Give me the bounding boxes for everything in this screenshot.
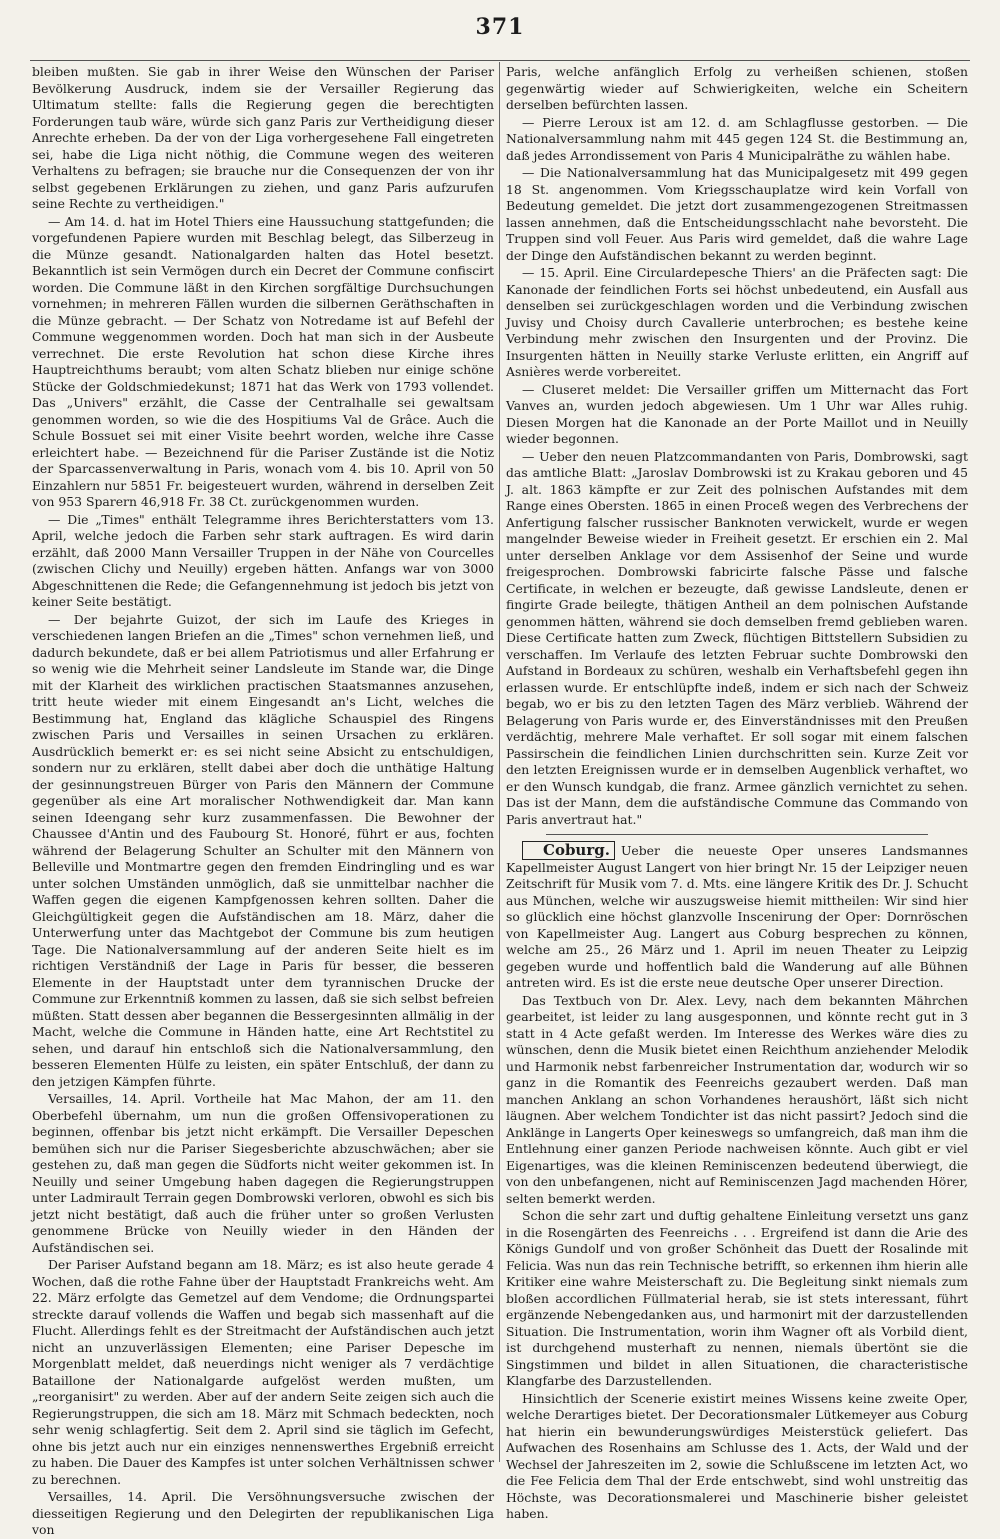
paragraph: Schon die sehr zart und duftig gehaltene Einleitung versetzt uns ganz in die Rosengärten des Feenreichs . . . Ergreifend ist dann die Arie des Königs Gundolf und von großer Schönheit das Duett der Rosalinde mit Felicia. Was nun das rein Technische betrifft, so erkennen ihm hierin alle Kritiker eine wahre Meisterschaft zu. Die Begleitung sinkt niemals zum bloßen accordlichen Füllmaterial herab, sie ist stets interessant, führt ergänzende Nebengedanken aus, und harmonirt mit der darzustellenden Situation. Die Instrumentation, worin ihm Wagner oft als Vorbild dient, ist durchgehend musterhaft zu nennen, niemals übertönt sie die Singstimmen und bildet in allen Situationen, die characteristische Klangfarbe des Darzustellenden. <box>506 1208 968 1388</box>
paragraph: — 15. April. Eine Circulardepesche Thiers' an die Präfecten sagt: Die Kanonade der feindlichen Forts sei höchst unbedeutend, ein Ausfall aus denselben sei zurückgeschlagen worden und die Verbindung zwischen Juvisy und Choisy durch Cavallerie unterbrochen; es bestehe keine Verbindung mehr zwischen den Insurgenten und der Provinz. Die Insurgenten hätten in Neuilly starke Verluste erlitten, ein Angriff auf Asnières werde vorbereitet. <box>506 265 968 379</box>
paragraph: Versailles, 14. April. Vortheile hat Mac Mahon, der am 11. den Oberbefehl übernahm, um nun die großen Offensivoperationen zu beginnen, offenbar bis jetzt nicht erkämpft. Die Versailler Depeschen bemühen sich nur die Pariser Siegesberichte abzuschwächen; aber sie gestehen zu, daß man gegen die Südforts nicht weiter gekommen ist. In Neuilly und seiner Umgebung haben dagegen die Regierungstruppen unter Ladmirault Terrain gegen Dombrowski verloren, obwohl es sich bis jetzt nicht bestätigt, daß auch die früher unter so großen Verlusten genommene Brücke von Neuilly wieder in den Händen der Aufständischen sei. <box>32 1091 494 1255</box>
paragraph: Versailles, 14. April. Die Versöhnungsversuche zwischen der diesseitigen Regierung und den Delegirten der republikanischen Liga von <box>32 1489 494 1537</box>
paragraph: — Pierre Leroux ist am 12. d. am Schlagflusse gestorben. — Die Nationalversammlung nahm mit 445 gegen 124 St. die Bestimmung an, daß jedes Arrondissement von Paris 4 Municipalräthe zu wählen habe. <box>506 114 968 163</box>
paragraph: — Der bejahrte Guizot, der sich im Laufe des Krieges in verschiedenen langen Briefen an die „Times" schon vernehmen ließ, und dadurch bekundete, daß er bei allem Patriotismus und aller Erfahrung er so wenig wie die Mehrheit seiner Landsleute im Stande war, die Dinge mit der Klarheit des wirklichen practischen Staatsmannes anzusehen, tritt heute wieder mit einem Eingesandt an's Licht, welches die Bestimmung hat, England das klägliche Schauspiel des Ringens zwischen Paris und Versailles in seinen Ursachen zu erklären. Ausdrücklich bemerkt er: es sei nicht seine Absicht zu entschuldigen, sondern nur zu erklären, stellt dabei aber doch die unthätige Haltung der gesinnungstreuen Bürger von Paris den Männern der Commune gegenüber als eine Art moralischer Nothwendigkeit dar. Man kann seinen Ideengang sehr kurz zusammenfassen. Die Bewohner der Chaussee d'Antin und des Faubourg St. Honoré, führt er aus, fochten während der Belagerung Schulter an Schulter mit den Männern von Belleville und Montmartre gegen den fremden Eindringling und es war unter solchen Umständen unmöglich, daß sie unmittelbar nachher die Waffen gegen die eigenen Kampfgenossen kehren sollten. Daher die Gleichgültigkeit gegen die Aufständischen am 18. März, daher die Unterwerfung unter das Machtgebot der Commune bis zum heutigen Tage. Die Nationalversammlung auf der anderen Seite hielt es im richtigen Verständniß der Lage in Paris für besser, die besseren Elemente in der Hauptstadt unter dem tyrannischen Drucke der Commune zur Erkenntniß kommen zu lassen, daß sie sich selbst befreien müßten. Statt dessen aber begannen die Bessergesinnten allmälig in der Macht, welche die Commune in Händen hatte, eine Art Rechtstitel zu sehen, und darauf hin entschloß sich die Nationalversammlung, den besseren Elementen Hülfe zu leisten, ein später Entschluß, der dann zu den jetzigen Kämpfen führte. <box>32 611 494 1089</box>
page-number: 371 <box>475 14 525 40</box>
paragraph: bleiben mußten. Sie gab in ihrer Weise den Wünschen der Pariser Bevölkerung Ausdruck, indem sie der Versailler Regierung das Ultimatum stellte: falls die Regierung gegen die berechtigten Forderungen taub wäre, würde sich ganz Paris zur Vertheidigung dieser Anrechte erheben. Da der von der Liga vorhergesehene Fall eingetreten sei, habe die Liga nicht nöthig, die Commune wegen des weiteren Verhaltens zu befragen; sie brauche nur die Consequenzen der von ihr selbst gegebenen Erklärungen zu ziehen, und ganz Paris aufzurufen seine Rechte zu vertheidigen." <box>32 64 494 211</box>
paragraph: — Die Nationalversammlung hat das Municipalgesetz mit 499 gegen 18 St. angenommen. Vom Kriegsschauplatze wird kein Vorfall von Bedeutung gemeldet. Die jetzt dort zusammengezogenen Streitmassen lassen annehmen, daß die Entscheidungsschlacht nahe bevorsteht. Die Truppen sind voll Feuer. Aus Paris wird gemeldet, daß die wahre Lage der Dinge den Aufständischen bekannt zu werden beginnt. <box>506 165 968 263</box>
paragraph: — Cluseret meldet: Die Versailler griffen um Mitternacht das Fort Vanves an, wurden jedoch abgewiesen. Um 1 Uhr war Alles ruhig. Diesen Morgen hat die Kanonade an der Porte Maillot und in Neuilly wieder begonnen. <box>506 381 968 446</box>
coburg-article <box>506 841 968 992</box>
paragraph: Das Textbuch von Dr. Alex. Levy, nach dem bekannten Mährchen gearbeitet, ist leider zu lang ausgesponnen, und könnte recht gut in 3 statt in 4 Acte gefaßt werden. Im Interesse des Werkes wäre dies zu wünschen, denn die Musik bietet einen Reichthum anziehender Melodik und Harmonik nebst farbenreicher Instrumentation dar, wodurch wir so ganz in die Romantik des Feenreichs gezaubert werden. Daß man manchen Anklang an schon Vorhandenes heraushört, läßt sich nicht läugnen. Aber welchem Tondichter ist das nicht passirt? Jedoch sind die Anklänge in Langerts Oper keineswegs so umfangreich, daß man ihm die Entlehnung einer ganzen Periode nachweisen könnte. Auch gibt er viel Eigenartiges, was die kleinen Reminiscenzen bedeutend überwiegt, die von den unbefangenen, nicht auf Reminiscenzen Jagd machenden Hörer, selten bemerkt werden. <box>506 992 968 1206</box>
left-column <box>32 64 494 1537</box>
header-rule <box>30 60 970 61</box>
paragraph: — Ueber den neuen Platzcommandanten von Paris, Dombrowski, sagt das amtliche Blatt: „Jaroslav Dombrowski ist zu Krakau geboren und 45 J. alt. 1863 kämpfte er zur Zeit des polnischen Aufstandes mit dem Range eines Obersten. 1865 in einen Proceß wegen des Verbrechens der Anfertigung falscher russischer Banknoten verwickelt, wurde er wegen mangelnder Beweise wieder in Freiheit gesetzt. Er erschien ein 2. Mal unter derselben Anklage vor dem Assisenhof der Seine und wurde freigesprochen. Dombrowski fabricirte falsche Pässe und falsche Certificate, in welchen er bezeugte, daß gewisse Landsleute, denen er fingirte Grade beilegte, thätigen Antheil an dem polnischen Aufstande genommen hätten, während sie doch demselben fremd geblieben waren. Diese Certificate hatten zum Zweck, flüchtigen Bittstellern Subsidien zu verschaffen. Im Verlaufe des letzten Februar suchte Dombrowski den Aufstand in Bordeaux zu schüren, weshalb ein Verhaftsbefehl gegen ihn erlassen wurde. Er entschlüpfte indeß, indem er sich nach der Schweiz begab, wo er bis zu den letzten Tagen des März verblieb. Während der Belagerung von Paris wurde er, des Einverständnisses mit den Preußen verdächtig, mehrere Male verhaftet. Er soll sogar mit einem falschen Passirschein die feindlichen Linien durchschritten sein. Kurze Zeit vor den letzten Ereignissen wurde er in demselben Augenblick verhaftet, wo er den Wunsch kundgab, die franz. Armee gänzlich vernichtet zu sehen. Das ist der Mann, dem die aufständische Commune das Commando von Paris anvertraut hat." <box>506 448 968 827</box>
right-column <box>506 64 968 1521</box>
paragraph: — Am 14. d. hat im Hotel Thiers eine Haussuchung stattgefunden; die vorgefundenen Papiere wurden mit Beschlag belegt, das Silberzeug in die Münze gesandt. Nationalgarden halten das Hotel besetzt. Bekanntlich ist sein Vermögen durch ein Decret der Commune confiscirt worden. Die Commune läßt in den Kirchen sorgfältige Durchsuchungen vornehmen; in mehreren Fällen wurden die silbernen Geräthschaften in die Münze gebracht. — Der Schatz von Notredame ist auf Befehl der Commune weggenommen worden. Doch hat man sich in der Ausbeute verrechnet. Die erste Revolution hat schon diese Kirche ihres Hauptreichthums beraubt; vom alten Schatz blieben nur einige schöne Stücke der Goldschmiedekunst; 1871 hat das Werk von 1793 vollendet. Das „Univers" erzählt, die Casse der Centralhalle sei gewaltsam genommen worden, so wie die des Hospitiums Val de Grâce. Auch die Schule Bossuet sei mit einer Visite beehrt worden, welche ihre Casse erleichtert habe. — Bezeichnend für die Pariser Zustände ist die Notiz der Sparcassenverwaltung in Paris, wonach vom 4. bis 10. April von 50 Einzahlern nur 5851 Fr. beigesteuert wurden, während in derselben Zeit von 953 Sparern 46,918 Fr. 38 Ct. zurückgenommen wurden. <box>32 213 494 509</box>
paragraph: Der Pariser Aufstand begann am 18. März; es ist also heute gerade 4 Wochen, daß die rothe Fahne über der Hauptstadt Frankreichs weht. Am 22. März erfolgte das Gemetzel auf dem Vendome; die Ordnungspartei streckte darauf vollends die Waffen und begab sich massenhaft auf die Flucht. Allerdings fehlt es der Streitmacht der Aufständischen auch jetzt nicht an unzuverlässigen Elementen; eine Pariser Depesche im Morgenblatt meldet, daß neuerdings nicht weniger als 7 verdächtige Bataillone der Nationalgarde aufgelöst werden mußten, um „reorganisirt" zu werden. Aber auf der andern Seite zeigen sich auch die Regierungstruppen, die sich am 18. März mit Schmach bedeckten, noch sehr wenig schlagfertig. Seit dem 2. April sind sie täglich im Gefecht, ohne bis jetzt auch nur ein einziges nennenswerthes Ergebniß erreicht zu haben. Die Dauer des Kampfes ist unter solchen Verhältnissen schwer zu berechnen. <box>32 1257 494 1487</box>
column-divider <box>499 62 500 1462</box>
section-separator <box>546 834 928 835</box>
paragraph: Ueber die neueste Oper unseres Landsmannes Kapellmeister August Langert von hier bringt Nr. 15 der Leipziger neuen Zeitschrift für Musik vom 7. d. Mts. eine längere Kritik des Dr. J. Schucht aus München, welche wir auszugsweise hiemit mittheilen: Wir sind hier so glücklich eine höchst glanzvolle Inscenirung der Oper: Dornröschen von Kapellmeister Aug. Langert aus Coburg besprechen zu können, welche am 25., 26 März und 1. April im neuen Theater zu Leipzig gegeben wurde und hoffentlich bald die Wanderung auf alle Bühnen antreten wird. Es ist die erste neue deutsche Oper unserer Direction. <box>506 843 968 990</box>
paragraph: Hinsichtlich der Scenerie existirt meines Wissens keine zweite Oper, welche Derartiges bietet. Der Decorationsmaler Lütkemeyer aus Coburg hat hierin ein bewunderungswürdiges Meisterstück geliefert. Das Aufwachen des Rosenhains am Schlusse des 1. Acts, der Wald und der Wechsel der Jahreszeiten im 2, sowie die Schlußscene im letzten Act, wo die Fee Felicia dem Thal der Erde entschwebt, sind wohl unstreitig das Höchste, was Decorationsmalerei und Maschinerie bisher geleistet haben. <box>506 1390 968 1521</box>
section-heading: Coburg. <box>522 841 615 860</box>
paragraph: Paris, welche anfänglich Erfolg zu verheißen schienen, stoßen gegenwärtig wieder auf Schwierigkeiten, welche ein Scheitern derselben befürchten lassen. <box>506 64 968 112</box>
paragraph: — Die „Times" enthält Telegramme ihres Berichterstatters vom 13. April, welche jedoch die Farben sehr stark auftragen. Es wird darin erzählt, daß 2000 Mann Versailler Truppen in der Nähe von Courcelles (zwischen Clichy und Neuilly) ergeben hätten. Anfangs war von 3000 Abgeschnittenen die Rede; die Gefangennehmung ist jedoch bis jetzt von keiner Seite bestätigt. <box>32 511 494 609</box>
